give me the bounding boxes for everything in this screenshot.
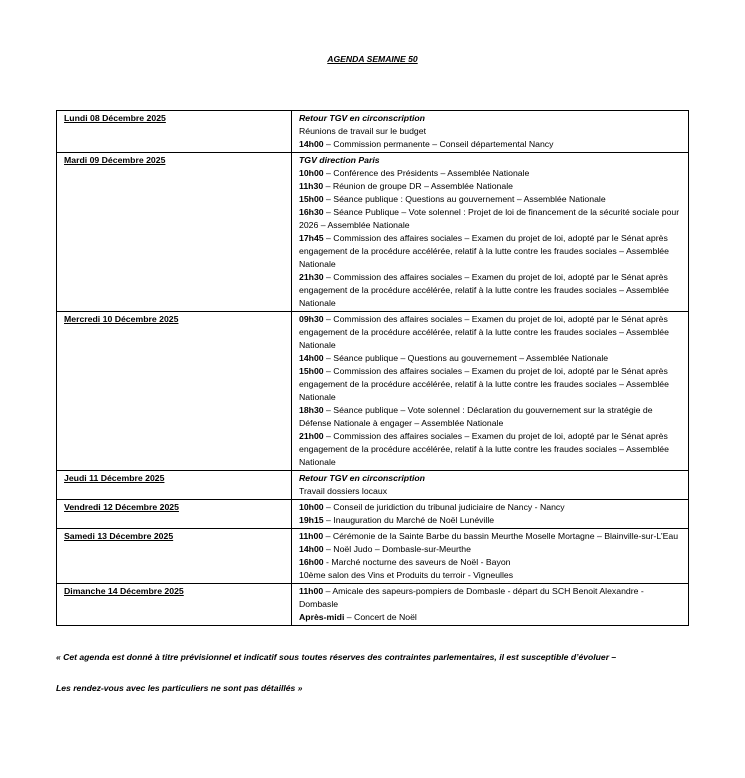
- event-time: 17h45: [299, 233, 324, 243]
- event-line: [299, 569, 683, 582]
- day-label: Vendredi 12 Décembre 2025: [57, 500, 292, 529]
- day-label: Dimanche 14 Décembre 2025: [57, 584, 292, 626]
- event-heading: TGV direction Paris: [299, 155, 380, 165]
- day-events: [292, 529, 689, 584]
- event-time: 21h00: [299, 431, 324, 441]
- day-label: Jeudi 11 Décembre 2025: [57, 471, 292, 500]
- agenda-row: [57, 584, 689, 626]
- event-time: 15h00: [299, 366, 324, 376]
- event-text: – Commission des affaires sociales – Examen du projet de loi, adopté par le Sénat après engagement de la procédure accélérée, relatif à la lutte contre les fraudes sociales – Assemblée Nationale: [299, 366, 669, 402]
- event-time: 19h15: [299, 515, 324, 525]
- event-line: [299, 543, 683, 556]
- event-line: [299, 271, 683, 310]
- event-line: [299, 167, 683, 180]
- event-time: 21h30: [299, 272, 324, 282]
- event-time: 14h00: [299, 139, 324, 149]
- event-text: Réunions de travail sur le budget: [299, 126, 427, 136]
- agenda-body: [57, 111, 689, 626]
- event-text: – Commission des affaires sociales – Examen du projet de loi, adopté par le Sénat après engagement de la procédure accélérée, relatif à la lutte contre les fraudes sociales – Assemblée Nationale: [299, 431, 669, 467]
- agenda-row: [57, 111, 689, 153]
- event-text: – Amicale des sapeurs-pompiers de Dombasle - départ du SCH Benoit Alexandre - Dombasle: [299, 586, 644, 609]
- event-line: [299, 585, 683, 611]
- day-label: Lundi 08 Décembre 2025: [57, 111, 292, 153]
- event-time: 11h00: [299, 586, 324, 596]
- event-line: [299, 112, 683, 125]
- event-text: – Cérémonie de la Sainte Barbe du bassin Meurthe Moselle Mortagne – Blainville-sur-L’Eau: [323, 531, 679, 541]
- event-time: 11h00: [299, 531, 324, 541]
- day-events: [292, 111, 689, 153]
- event-time: 14h00: [299, 353, 324, 363]
- day-label: Mercredi 10 Décembre 2025: [57, 312, 292, 471]
- event-line: [299, 365, 683, 404]
- day-events: [292, 471, 689, 500]
- event-text: – Séance publique – Vote solennel : Déclaration du gouvernement sur la stratégie de Défense Nationale à engager – Assemblée Nationale: [299, 405, 653, 428]
- event-line: [299, 501, 683, 514]
- event-time: 14h00: [299, 544, 324, 554]
- event-text: – Conseil de juridiction du tribunal judiciaire de Nancy - Nancy: [323, 502, 565, 512]
- day-events: [292, 312, 689, 471]
- event-line: [299, 530, 683, 543]
- event-line: [299, 514, 683, 527]
- event-line: [299, 154, 683, 167]
- event-text: – Noël Judo – Dombasle-sur-Meurthe: [323, 544, 471, 554]
- event-line: [299, 430, 683, 469]
- event-text: – Inauguration du Marché de Noël Lunéville: [323, 515, 495, 525]
- event-text: – Commission des affaires sociales – Examen du projet de loi, adopté par le Sénat après engagement de la procédure accélérée, relatif à la lutte contre les fraudes sociales – Assemblée Nationale: [299, 272, 669, 308]
- day-label: Mardi 09 Décembre 2025: [57, 153, 292, 312]
- event-line: [299, 193, 683, 206]
- disclaimer-line-1: « Cet agenda est donné à titre prévisionnel et indicatif sous toutes réserves des contraintes parlementaires, il est susceptible d’évoluer –: [56, 652, 617, 662]
- day-events: [292, 153, 689, 312]
- event-time: 18h30: [299, 405, 324, 415]
- event-line: [299, 313, 683, 352]
- agenda-row: [57, 500, 689, 529]
- agenda-row: [57, 153, 689, 312]
- event-text: – Séance Publique – Vote solennel : Projet de loi de financement de la sécurité sociale pour 2026 – Assemblée Nationale: [299, 207, 680, 230]
- event-text: – Séance publique – Questions au gouvernement – Assemblée Nationale: [323, 353, 609, 363]
- event-time: 11h30: [299, 181, 324, 191]
- event-line: [299, 138, 683, 151]
- event-line: [299, 556, 683, 569]
- page-title: AGENDA SEMAINE 50: [327, 54, 418, 64]
- agenda-row: [57, 471, 689, 500]
- agenda-row: [57, 529, 689, 584]
- agenda-table: [56, 110, 689, 626]
- event-line: [299, 206, 683, 232]
- event-time: 15h00: [299, 194, 324, 204]
- event-time: 16h00: [299, 557, 324, 567]
- event-time: 16h30: [299, 207, 324, 217]
- event-line: [299, 232, 683, 271]
- event-heading: Retour TGV en circonscription: [299, 473, 425, 483]
- event-text: – Commission des affaires sociales – Examen du projet de loi, adopté par le Sénat après engagement de la procédure accélérée, relatif à la lutte contre les fraudes sociales – Assemblée Nationale: [299, 233, 669, 269]
- event-text: – Réunion de groupe DR – Assemblée Nationale: [323, 181, 513, 191]
- event-text: Travail dossiers locaux: [299, 486, 388, 496]
- event-line: [299, 352, 683, 365]
- event-time: 09h30: [299, 314, 324, 324]
- event-text: – Séance publique : Questions au gouvernement – Assemblée Nationale: [323, 194, 606, 204]
- day-events: [292, 584, 689, 626]
- event-text: – Commission des affaires sociales – Examen du projet de loi, adopté par le Sénat après engagement de la procédure accélérée, relatif à la lutte contre les fraudes sociales – Assemblée Nationale: [299, 314, 669, 350]
- event-line: [299, 125, 683, 138]
- event-line: [299, 485, 683, 498]
- event-line: [299, 404, 683, 430]
- event-text: 10ème salon des Vins et Produits du terroir - Vigneulles: [299, 570, 514, 580]
- agenda-row: [57, 312, 689, 471]
- event-text: – Commission permanente – Conseil départemental Nancy: [323, 139, 554, 149]
- event-time: Après-midi: [299, 612, 345, 622]
- event-time: 10h00: [299, 502, 324, 512]
- event-text: – Conférence des Présidents – Assemblée Nationale: [323, 168, 530, 178]
- disclaimer-line-2: Les rendez-vous avec les particuliers ne sont pas détaillés »: [56, 683, 303, 693]
- day-label: Samedi 13 Décembre 2025: [57, 529, 292, 584]
- event-text: – Concert de Noël: [344, 612, 417, 622]
- event-heading: Retour TGV en circonscription: [299, 113, 425, 123]
- event-text: - Marché nocturne des saveurs de Noël - Bayon: [323, 557, 511, 567]
- event-line: [299, 611, 683, 624]
- event-line: [299, 472, 683, 485]
- event-line: [299, 180, 683, 193]
- day-events: [292, 500, 689, 529]
- event-time: 10h00: [299, 168, 324, 178]
